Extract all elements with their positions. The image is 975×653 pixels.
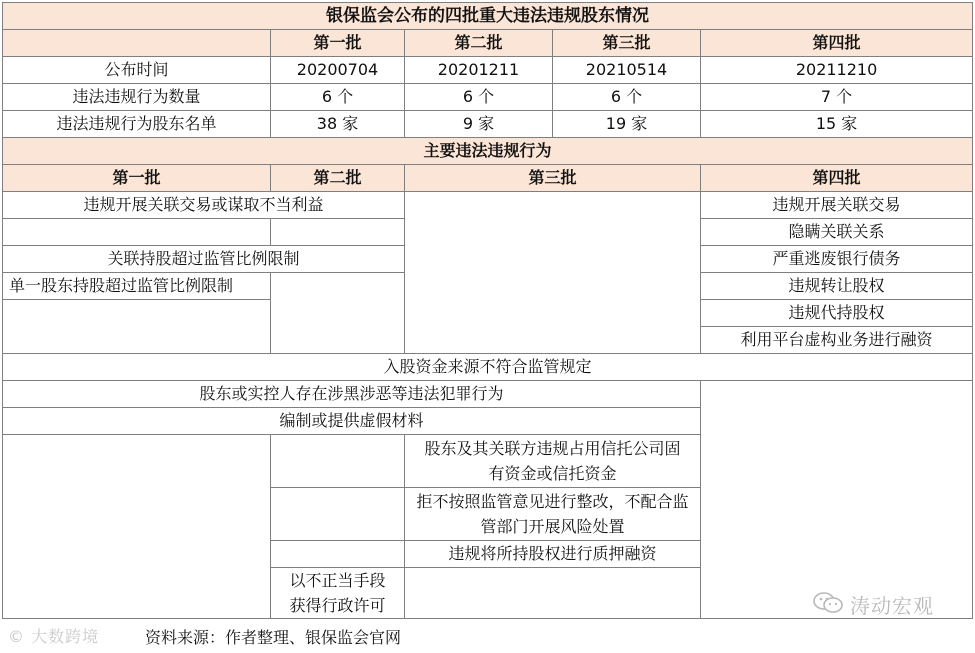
shareholder-count-3: 19 家	[553, 111, 701, 138]
watermark-right	[812, 590, 952, 620]
source-note: 资料来源：作者整理、银保监会官网	[145, 628, 402, 647]
violation-fourth-related-transaction: 违规开展关联交易	[701, 192, 973, 219]
section-title: 主要违法违规行为	[3, 138, 973, 165]
violation-evade-bank-debt: 严重逃废银行债务	[701, 246, 973, 273]
empty-cell	[271, 273, 405, 354]
publish-date-3: 20210514	[553, 57, 701, 84]
batch-header-1: 第一批	[271, 30, 405, 57]
report-table-container	[2, 2, 972, 619]
batch-header-2: 第二批	[405, 30, 553, 57]
violation-count-4: 7 个	[701, 84, 973, 111]
violation-platform-fictitious: 利用平台虚构业务进行融资	[701, 327, 973, 354]
empty-cell	[405, 568, 701, 619]
empty-cell	[271, 435, 405, 488]
row-label-shareholder-list: 违法违规行为股东名单	[3, 111, 271, 138]
violation-count-2: 6 个	[405, 84, 553, 111]
watermark-left-text: 大数跨境	[31, 627, 100, 646]
violation-proxy-holding: 违规代持股权	[701, 300, 973, 327]
copyright-icon: ©	[8, 627, 25, 646]
publish-date-1: 20200704	[271, 57, 405, 84]
empty-cell	[3, 435, 271, 619]
violations-table	[2, 2, 973, 619]
empty-cell	[405, 192, 701, 354]
violation-false-materials: 编制或提供虚假材料	[3, 408, 701, 435]
empty-cell	[3, 300, 271, 354]
batch-header-3: 第三批	[553, 30, 701, 57]
violation-single-holder-exceeded: 单一股东持股超过监管比例限制	[3, 273, 271, 300]
publish-date-2: 20201211	[405, 57, 553, 84]
violation-trust-fund-occupation: 股东及其关联方违规占用信托公司固有资金或信托资金	[405, 435, 701, 488]
violation-header-4: 第四批	[701, 165, 973, 192]
publish-date-4: 20211210	[701, 57, 973, 84]
violation-count-1: 6 个	[271, 84, 405, 111]
row-label-publish-date: 公布时间	[3, 57, 271, 84]
violation-conceal-relation: 隐瞒关联关系	[701, 219, 973, 246]
shareholder-count-4: 15 家	[701, 111, 973, 138]
violation-count-3: 6 个	[553, 84, 701, 111]
shareholder-count-2: 9 家	[405, 111, 553, 138]
violation-header-3: 第三批	[405, 165, 701, 192]
watermark-left	[8, 624, 99, 647]
empty-cell	[271, 541, 405, 568]
violation-illegal-transfer: 违规转让股权	[701, 273, 973, 300]
empty-cell	[271, 488, 405, 541]
violation-refuse-rectification: 拒不按照监管意见进行整改，不配合监管部门开展风险处置	[405, 488, 701, 541]
table-title: 银保监会公布的四批重大违法违规股东情况	[3, 3, 973, 30]
empty-cell	[271, 219, 405, 246]
violation-header-1: 第一批	[3, 165, 271, 192]
watermark-right-text: 涛动宏观	[850, 594, 934, 618]
violation-related-transaction-improper: 违规开展关联交易或谋取不当利益	[3, 192, 405, 219]
violation-fund-source-noncompliant: 入股资金来源不符合监管规定	[3, 354, 973, 381]
footer	[0, 594, 975, 653]
violation-shareholding-ratio-exceeded: 关联持股超过监管比例限制	[3, 246, 405, 273]
batch-header-4: 第四批	[701, 30, 973, 57]
empty-cell	[701, 381, 973, 619]
violation-pledge-financing: 违规将所持股权进行质押融资	[405, 541, 701, 568]
header-blank-cell	[3, 30, 271, 57]
empty-cell	[3, 219, 271, 246]
row-label-violation-count: 违法违规行为数量	[3, 84, 271, 111]
violation-criminal-activity: 股东或实控人存在涉黑涉恶等违法犯罪行为	[3, 381, 701, 408]
shareholder-count-1: 38 家	[271, 111, 405, 138]
violation-improper-license: 以不正当手段获得行政许可	[271, 568, 405, 619]
wechat-logo-icon	[812, 590, 844, 616]
violation-header-2: 第二批	[271, 165, 405, 192]
